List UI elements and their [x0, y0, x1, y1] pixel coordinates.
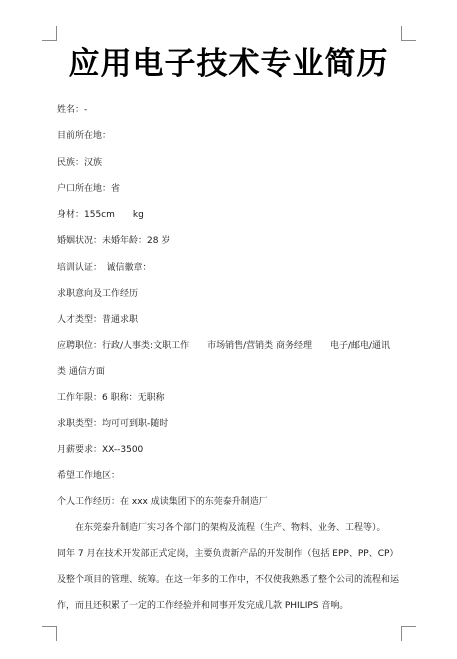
field-talent-type: 人才类型：普通求职	[57, 315, 139, 325]
paragraph-line-3: 及整个项目的管理、统筹。在这一年多的工作中，不仅使我熟悉了整个公司的流程和运	[57, 575, 400, 585]
corner-mark-bottom-left	[42, 626, 57, 641]
field-current-location: 目前所在地：	[57, 131, 112, 141]
paragraph-line-4: 作，而且还积累了一定的工作经验并和同事开发完成几款 PHILIPS 音响。	[57, 601, 349, 611]
field-desired-location: 希望工作地区：	[57, 471, 121, 481]
field-training-cert: 培训认证： 诚信徽章：	[57, 263, 152, 273]
field-experience-years: 工作年限：6 职称：无职称	[57, 393, 165, 403]
field-body: 身材：155cm kg	[57, 210, 144, 220]
paragraph-line-2: 同年 7 月在技术开发部正式定岗，主要负责新产品的开发制作（包括 EPP、PP、CP）	[57, 549, 399, 559]
field-name: 姓名：-	[57, 105, 88, 115]
field-position-line1: 应聘职位：行政/人事类:文职工作 市场销售/营销类 商务经理 电子/邮电/通讯	[57, 341, 391, 351]
field-ethnicity: 民族：汉族	[57, 158, 103, 168]
section-heading: 求职意向及工作经历	[57, 289, 139, 299]
paragraph-line-1: 在东莞泰升制造厂实习各个部门的架构及流程（生产、物料、业务、工程等）。	[75, 523, 386, 533]
field-position-line2: 类 通信方面	[57, 367, 105, 377]
field-marital-age: 婚姻状况：未婚年龄：28 岁	[57, 236, 171, 246]
field-job-type: 求职类型：均可可到职-随时	[57, 419, 169, 429]
field-personal-experience: 个人工作经历：在 xxx 成读集团下的东莞泰升制造厂	[57, 497, 268, 507]
field-salary: 月薪要求：XX--3500	[57, 445, 144, 455]
field-hukou: 户口所在地：省	[57, 184, 121, 194]
resume-title: 应用电子技术专业简历	[68, 46, 389, 82]
corner-mark-bottom-right	[401, 626, 416, 641]
